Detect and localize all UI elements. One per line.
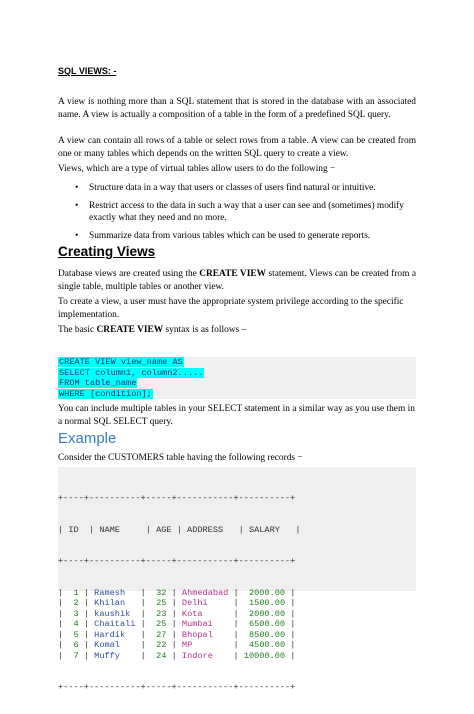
table-row: | 3 | kaushik | 23 | Kota | 2000.00 | <box>58 608 296 619</box>
table-cell: 1 <box>73 587 79 598</box>
table-rows <box>58 588 416 662</box>
table-cell: Mumbai <box>181 619 213 629</box>
customers-table <box>58 467 416 692</box>
table-row: | 6 | Komal | 22 | MP | 4500.00 | <box>58 640 296 650</box>
table-cell: 7 <box>73 650 79 661</box>
table-cell: 24 <box>156 650 167 661</box>
table-cell: 1500.00 <box>249 598 286 608</box>
table-cell: Hardik <box>94 629 126 640</box>
table-cell: 25 <box>156 619 167 629</box>
table-cell: Khilan <box>94 598 126 608</box>
code-line: CREATE VIEW view_name AS <box>59 357 183 367</box>
table-row: | 7 | Muffy | 24 | Indore | 10000.00 | <box>58 650 296 661</box>
table-cell: Ahmedabad <box>181 587 229 598</box>
create-view-keyword: CREATE VIEW <box>199 269 266 279</box>
table-cell: 25 <box>156 598 167 608</box>
bullet-item: • Structure data in a way that users or classes of users find natural or intuitive. <box>75 182 417 195</box>
table-cell: kaushik <box>94 608 131 619</box>
intro-paragraph-2: A view can contain all rows of a table or select rows from a table. A view can be created from one or many tables which depends on the written SQL query to create a view. <box>58 136 416 159</box>
code-line: FROM table_name <box>59 378 137 388</box>
table-cell: MP <box>181 640 193 650</box>
table-border: +----+----------+-----+-----------+----------+ <box>58 682 296 692</box>
table-cell: 22 <box>156 640 167 650</box>
table-cell: 2000.00 <box>249 608 286 619</box>
example-heading: Example <box>58 430 117 447</box>
code-line: WHERE [condition]; <box>59 388 152 399</box>
table-cell: 32 <box>156 587 167 598</box>
creating-views-paragraph-4: You can include multiple tables in your SELECT statement in a similar way as you use them in a normal SQL SELECT query. <box>58 404 415 427</box>
code-line: SELECT column1, column2..... <box>59 367 204 378</box>
table-cell: 6500.00 <box>248 619 286 629</box>
bullet-item: • Restrict access to the data in such a way that a user can see and (sometimes) modify exactly what they need and no more. <box>75 200 417 225</box>
creating-views-paragraph-3: The basic CREATE VIEW syntax is as follows – <box>58 325 247 335</box>
table-cell: Komal <box>94 640 120 650</box>
table-cell: Delhi <box>181 598 208 608</box>
table-cell: 4500.00 <box>249 640 286 650</box>
table-row: | 4 | Chaitali | 25 | Mumbai | 6500.00 | <box>58 619 296 629</box>
table-cell: Kota <box>181 608 203 619</box>
table-cell: 10000.00 <box>243 650 286 661</box>
table-row: | 1 | Ramesh | 32 | Ahmedabad | 2000.00 | <box>58 587 296 598</box>
table-border: +----+----------+-----+-----------+----------+ <box>58 556 296 566</box>
table-cell: Muffy <box>94 650 120 661</box>
table-cell: Ramesh <box>94 587 126 598</box>
intro-paragraph-3: Views, which are a type of virtual tables allow users to do the following − <box>58 164 336 174</box>
intro-paragraph-1: A view is nothing more than a SQL statement that is stored in the database with an associated name. A view is actually a composition of a table in the form of a predefined SQL query. <box>58 97 416 120</box>
table-cell: 6 <box>73 640 79 650</box>
example-intro: Consider the CUSTOMERS table having the following records − <box>58 453 303 463</box>
code-block <box>58 357 416 399</box>
table-border: +----+----------+-----+-----------+----------+ <box>58 493 296 503</box>
table-cell: 2 <box>73 598 79 608</box>
table-row: | 5 | Hardik | 27 | Bhopal | 8500.00 | <box>58 629 296 640</box>
table-header-row: | ID | NAME | AGE | ADDRESS | SALARY | <box>58 524 301 535</box>
table-cell: Chaitali <box>94 619 136 629</box>
table-cell: Indore <box>181 650 213 661</box>
create-view-keyword: CREATE VIEW <box>96 325 164 335</box>
table-cell: 3 <box>73 608 79 619</box>
table-cell: 2000.00 <box>248 587 286 598</box>
creating-views-heading: Creating Views <box>58 244 156 259</box>
bullet-item: • Summarize data from various tables which can be used to generate reports. <box>75 230 417 243</box>
table-cell: 5 <box>73 629 79 640</box>
creating-views-paragraph-2: To create a view, a user must have the appropriate system privilege according to the specific implementation. <box>58 297 404 320</box>
page-title: SQL VIEWS: - <box>58 66 117 76</box>
table-cell: 8500.00 <box>249 629 286 640</box>
creating-views-paragraph-1: Database views are created using the CREATE VIEW statement. Views can be created from a single table, multiple tables or another view. <box>58 269 416 292</box>
table-cell: 4 <box>73 619 79 629</box>
table-cell: Bhopal <box>181 629 213 640</box>
table-row: | 2 | Khilan | 25 | Delhi | 1500.00 | <box>58 598 296 608</box>
bullet-list <box>75 182 417 247</box>
table-cell: 27 <box>156 629 167 640</box>
table-cell: 23 <box>156 608 167 619</box>
